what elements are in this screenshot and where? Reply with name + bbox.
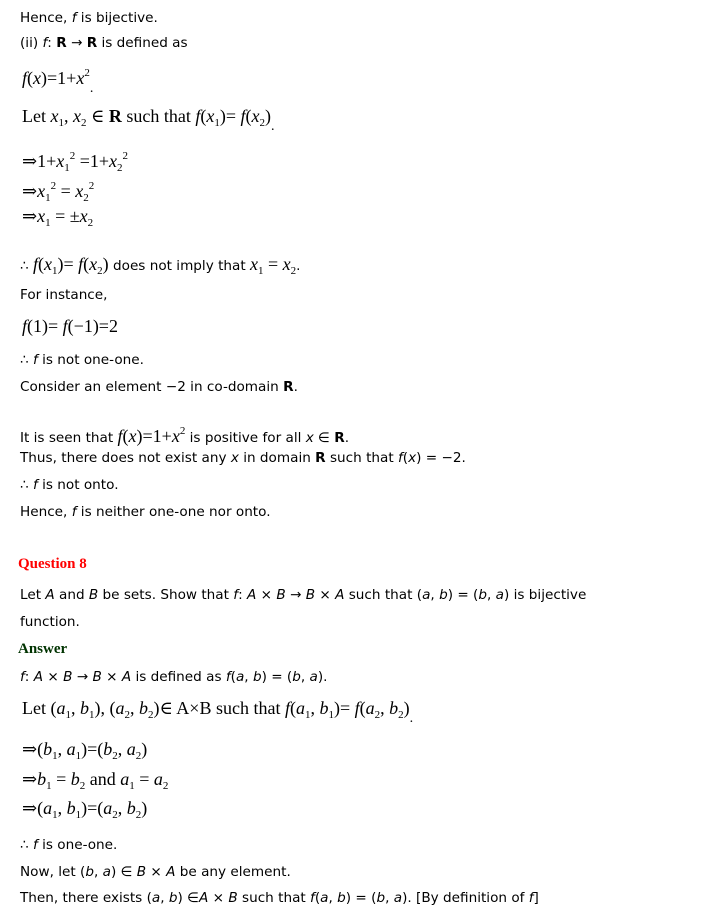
text-segment: f (32, 254, 38, 274)
text-line (20, 612, 80, 632)
text-line (20, 475, 119, 495)
text-segment: R (86, 35, 98, 51)
text-segment: , (93, 864, 103, 880)
text-segment: Hence, (20, 10, 72, 26)
text-segment: ) (265, 106, 272, 126)
text-segment: 2 (112, 809, 118, 821)
text-segment: 2 (117, 162, 123, 174)
text-line (20, 377, 298, 397)
text-segment: 2 (87, 217, 94, 229)
text-segment: ⇒( (22, 739, 44, 759)
text-segment: : (47, 35, 57, 51)
text-segment: f (22, 316, 28, 336)
text-segment: . (296, 258, 301, 274)
text-segment: 1 (258, 265, 264, 277)
text-segment: is bijective. (76, 10, 158, 26)
math-line (22, 106, 275, 137)
text-segment: = (56, 181, 76, 201)
text-segment: 1 (75, 750, 82, 762)
text-segment: ∈ (313, 430, 335, 446)
text-segment: , (70, 698, 80, 718)
text-segment: ⇒ (22, 181, 38, 201)
text-segment: ( (314, 890, 321, 906)
text-segment: 1 (52, 750, 58, 762)
text-segment: , (57, 798, 67, 818)
math-line (22, 316, 118, 336)
text-segment: and (54, 587, 89, 603)
text-segment: 2 (124, 709, 130, 721)
text-segment: 2 (83, 192, 89, 204)
text-segment: , (430, 587, 440, 603)
question-heading (18, 554, 87, 574)
text-segment: a (153, 769, 163, 789)
text-segment: a (126, 739, 136, 759)
text-segment: f (310, 890, 315, 906)
text-segment: x (282, 254, 291, 274)
text-segment: Hence, (20, 504, 72, 520)
text-segment: ) ∈ (110, 864, 137, 880)
text-segment: , (160, 890, 169, 906)
text-segment: a (320, 890, 329, 906)
text-segment: 1 (58, 117, 64, 129)
text-segment: : (238, 587, 247, 603)
text-segment: ) (141, 739, 148, 759)
text-segment: 1 (52, 809, 58, 821)
text-segment: ). (317, 669, 328, 685)
text-segment: , (300, 669, 310, 685)
text-segment: b (337, 890, 346, 906)
text-segment: x (50, 106, 59, 126)
text-segment: 2 (135, 809, 142, 821)
text-segment: ) = −2. (416, 450, 466, 466)
text-segment: f (71, 10, 77, 26)
text-segment: 1 (304, 709, 311, 721)
text-segment: a (43, 798, 53, 818)
text-segment: (ii) (20, 35, 43, 51)
text-segment: )=( (81, 739, 104, 759)
text-segment: ( (122, 426, 129, 446)
text-segment: Now, let ( (20, 864, 86, 880)
text-segment: (−1)=2 (67, 316, 118, 336)
text-segment: x (79, 206, 88, 226)
text-segment: , (328, 890, 338, 906)
text-segment: f (32, 477, 38, 493)
text-segment: Let (22, 106, 51, 126)
text-segment: . (344, 430, 350, 446)
text-segment: ] (533, 890, 539, 906)
text-line (20, 862, 291, 882)
text-line (20, 502, 271, 522)
text-segment: For instance, (20, 287, 108, 303)
text-segment: × (146, 864, 167, 880)
text-segment: ) = ( (447, 587, 479, 603)
text-segment: ⇒1+ (22, 151, 57, 171)
text-segment: , (380, 698, 390, 718)
text-segment: f (233, 587, 239, 603)
text-segment: A (166, 864, 176, 880)
text-segment: is not onto. (37, 477, 119, 493)
text-segment: such that (237, 890, 311, 906)
text-line (20, 8, 158, 28)
text-segment: =1+ (75, 151, 110, 171)
text-segment: A (33, 669, 44, 685)
text-segment: , (129, 698, 139, 718)
text-segment: x (206, 106, 215, 126)
math-line (22, 798, 147, 825)
text-segment: B (305, 587, 316, 603)
text-segment: x (305, 430, 314, 446)
text-segment: ( (200, 106, 207, 126)
text-segment: f (398, 450, 403, 466)
text-segment: b (43, 739, 53, 759)
text-segment: b (70, 769, 80, 789)
text-segment: . (409, 711, 414, 726)
text-segment: a (393, 890, 403, 906)
text-segment: b (319, 698, 329, 718)
text-segment: ) = ( (261, 669, 293, 685)
text-segment: f (78, 254, 84, 274)
text-segment: × (43, 669, 64, 685)
text-line (20, 285, 107, 305)
text-segment: such that (325, 450, 398, 466)
text-segment: f (117, 426, 123, 446)
text-segment: b (138, 698, 148, 718)
text-segment: x (128, 426, 137, 446)
text-segment: 2 (88, 180, 95, 192)
text-segment: ( (402, 450, 409, 466)
text-segment: A (45, 587, 55, 603)
text-segment: a (120, 769, 130, 789)
text-segment: 2 (135, 750, 142, 762)
text-segment: x (44, 254, 52, 274)
text-segment: ∴ (20, 837, 33, 853)
text-segment: ⇒ (22, 206, 38, 226)
text-segment: Answer (18, 641, 68, 657)
text-line (20, 888, 539, 908)
text-segment: x (251, 106, 260, 126)
text-segment: = (51, 769, 71, 789)
text-segment: Consider an element −2 in co-domain (20, 379, 284, 395)
text-segment: 2 (290, 265, 297, 277)
text-segment: a (66, 739, 76, 759)
text-segment: , (244, 669, 253, 685)
text-segment: ( (38, 254, 44, 274)
math-line (22, 176, 94, 208)
text-segment: A (199, 890, 209, 906)
text-segment: f (225, 669, 231, 685)
text-segment: x (230, 450, 239, 466)
text-segment: 1 (45, 192, 51, 204)
text-segment: 1 (45, 217, 51, 229)
text-segment: ∴ (20, 352, 33, 368)
text-segment: )= (57, 254, 79, 274)
text-segment: B (63, 669, 73, 685)
text-segment: = (263, 254, 283, 274)
text-segment: x (75, 181, 84, 201)
math-line (22, 63, 93, 99)
text-segment: 2 (147, 709, 154, 721)
text-segment: b (292, 669, 301, 685)
text-segment: a (422, 587, 431, 603)
text-line (20, 667, 328, 687)
text-segment: 1 (75, 809, 82, 821)
text-segment: ) is bijective (504, 587, 587, 603)
text-segment: × (315, 587, 336, 603)
text-segment: ( (245, 106, 252, 126)
text-segment: x (109, 151, 118, 171)
text-segment: , (310, 698, 320, 718)
text-segment: f (42, 35, 48, 51)
text-segment: ⇒ (22, 769, 38, 789)
text-segment: 2 (79, 780, 86, 792)
text-segment: and (85, 769, 121, 789)
math-line (22, 146, 128, 178)
text-segment: f (195, 106, 201, 126)
text-segment: ) (102, 254, 109, 274)
text-segment: , (385, 890, 394, 906)
text-segment: x (37, 181, 46, 201)
text-segment: x (56, 151, 65, 171)
text-segment: b (85, 864, 94, 880)
text-segment: 2 (179, 425, 186, 437)
text-segment: 1 (129, 780, 135, 792)
text-segment: b (376, 890, 386, 906)
text-segment: B (88, 587, 99, 603)
text-segment: 2 (84, 67, 90, 79)
text-segment: 2 (50, 180, 57, 192)
text-segment: b (79, 698, 89, 718)
text-segment: × (101, 669, 122, 685)
text-segment: × (208, 890, 229, 906)
text-segment: B (136, 864, 147, 880)
text-segment: R (315, 450, 326, 466)
text-segment: 1 (88, 709, 95, 721)
text-segment: 1 (214, 117, 220, 129)
text-segment: )=1+ (41, 68, 77, 88)
text-segment: ∈ (86, 106, 109, 126)
text-segment: is defined as (97, 35, 188, 51)
text-segment: f (240, 106, 246, 126)
text-segment: ) (141, 798, 148, 818)
text-segment: , (64, 106, 73, 126)
text-segment: f (32, 837, 38, 853)
text-segment: 2 (374, 709, 381, 721)
text-line (20, 448, 466, 468)
text-segment: ) ∈ (177, 890, 199, 906)
text-segment: b (66, 798, 76, 818)
text-segment: f (20, 669, 25, 685)
text-segment: be sets. Show that (98, 587, 234, 603)
text-segment: is not one-one. (37, 352, 144, 368)
text-line (20, 835, 117, 855)
text-segment: → (66, 35, 87, 51)
text-segment: f (284, 698, 290, 718)
text-segment: f (528, 890, 534, 906)
text-segment: f (354, 698, 360, 718)
math-line (22, 206, 93, 233)
text-segment: b (389, 698, 399, 718)
text-segment: x (408, 450, 417, 466)
text-segment: A (335, 587, 345, 603)
text-segment: a (56, 698, 66, 718)
text-segment: a (309, 669, 318, 685)
text-segment: 1 (328, 709, 334, 721)
text-segment: b (168, 890, 178, 906)
text-segment: 2 (398, 709, 404, 721)
text-segment: function. (20, 614, 80, 630)
text-segment: )= (333, 698, 355, 718)
text-segment: → (72, 669, 93, 685)
text-segment: a (235, 669, 245, 685)
text-segment: x (89, 254, 98, 274)
text-segment: 1 (65, 709, 71, 721)
text-segment: , (487, 587, 496, 603)
text-segment: 1 (46, 780, 52, 792)
text-segment: → (285, 587, 306, 603)
text-segment: a (103, 798, 113, 818)
text-segment: A (121, 669, 132, 685)
text-segment: f (22, 68, 28, 88)
text-segment: = (134, 769, 154, 789)
answer-heading (18, 639, 67, 659)
text-segment: b (252, 669, 262, 685)
text-segment: b (37, 769, 47, 789)
text-segment: is neither one-one nor onto. (76, 504, 271, 520)
math-line (22, 769, 168, 796)
text-segment: ( (359, 698, 366, 718)
text-segment: such that (121, 106, 196, 126)
text-segment: does not imply that (108, 258, 251, 274)
text-segment: b (439, 587, 448, 603)
text-segment: x (37, 206, 46, 226)
text-line (20, 585, 586, 605)
text-segment: ⇒( (22, 798, 44, 818)
text-segment: )=( (81, 798, 104, 818)
text-segment: : (24, 669, 34, 685)
text-segment: 2 (112, 750, 118, 762)
text-segment: Then, there exists ( (20, 890, 152, 906)
text-segment: f (71, 504, 77, 520)
text-segment: R (108, 106, 122, 126)
text-segment: a (295, 698, 305, 718)
text-segment: x (73, 106, 81, 126)
text-segment: such that ( (344, 587, 423, 603)
text-segment: x (33, 68, 42, 88)
text-segment: = ± (50, 206, 80, 226)
text-segment: B (276, 587, 286, 603)
text-segment: 1 (64, 162, 70, 174)
text-segment: f (62, 316, 68, 336)
text-segment: x (76, 68, 85, 88)
text-segment: ( (289, 698, 296, 718)
text-segment: , (117, 739, 127, 759)
text-segment: ∴ (20, 477, 33, 493)
text-segment: Let (20, 587, 46, 603)
text-segment: is defined as (131, 669, 226, 685)
text-segment: Let ( (22, 698, 57, 718)
text-segment: R (283, 379, 294, 395)
text-segment: a (365, 698, 375, 718)
text-segment: 2 (162, 780, 169, 792)
text-segment: ) = ( (345, 890, 377, 906)
text-segment: )=1+ (136, 426, 172, 446)
text-segment: It is seen that (20, 430, 118, 446)
text-segment: B (228, 890, 238, 906)
text-segment: a (102, 864, 111, 880)
text-segment: )∈ A×B such that (153, 698, 285, 718)
text-line (20, 254, 301, 281)
text-segment: , (117, 798, 127, 818)
text-segment: x (171, 426, 180, 446)
text-segment: , (57, 739, 67, 759)
text-segment: ). [By definition of (402, 890, 529, 906)
text-segment: ( (83, 254, 90, 274)
text-segment: . (293, 379, 298, 395)
text-segment: . (89, 81, 94, 96)
text-segment: R (334, 430, 345, 446)
text-segment: 2 (122, 150, 129, 162)
text-segment: a (495, 587, 504, 603)
text-segment: × (256, 587, 277, 603)
text-segment: a (115, 698, 125, 718)
text-segment: ) (403, 698, 410, 718)
text-segment: x (250, 254, 259, 274)
text-segment: is one-one. (37, 837, 118, 853)
text-segment: R (56, 35, 67, 51)
text-segment: a (151, 890, 161, 906)
text-segment: in domain (238, 450, 316, 466)
math-line (22, 739, 147, 766)
text-line (20, 421, 349, 448)
text-segment: b (126, 798, 136, 818)
text-segment: be any element. (175, 864, 291, 880)
text-segment: ( (230, 669, 236, 685)
text-segment: )= (219, 106, 241, 126)
text-segment: 2 (69, 150, 76, 162)
text-segment: (1)= (27, 316, 63, 336)
text-segment: 2 (259, 117, 266, 129)
text-line (20, 350, 144, 370)
text-segment: A (246, 587, 257, 603)
text-segment: b (478, 587, 487, 603)
text-segment: ( (27, 68, 34, 88)
text-segment: ), ( (94, 698, 116, 718)
text-segment: 1 (52, 265, 58, 277)
text-segment: ∴ (20, 258, 33, 274)
text-segment: B (92, 669, 102, 685)
text-line (20, 33, 188, 53)
text-segment: f (32, 352, 38, 368)
text-segment: Thus, there does not exist any (20, 450, 231, 466)
math-line (22, 698, 413, 729)
text-segment: 2 (97, 265, 103, 277)
text-segment: b (103, 739, 113, 759)
text-segment: is positive for all (185, 430, 306, 446)
text-segment: 2 (81, 117, 87, 129)
text-segment: . (271, 119, 275, 134)
text-segment: Question 8 (18, 556, 87, 572)
